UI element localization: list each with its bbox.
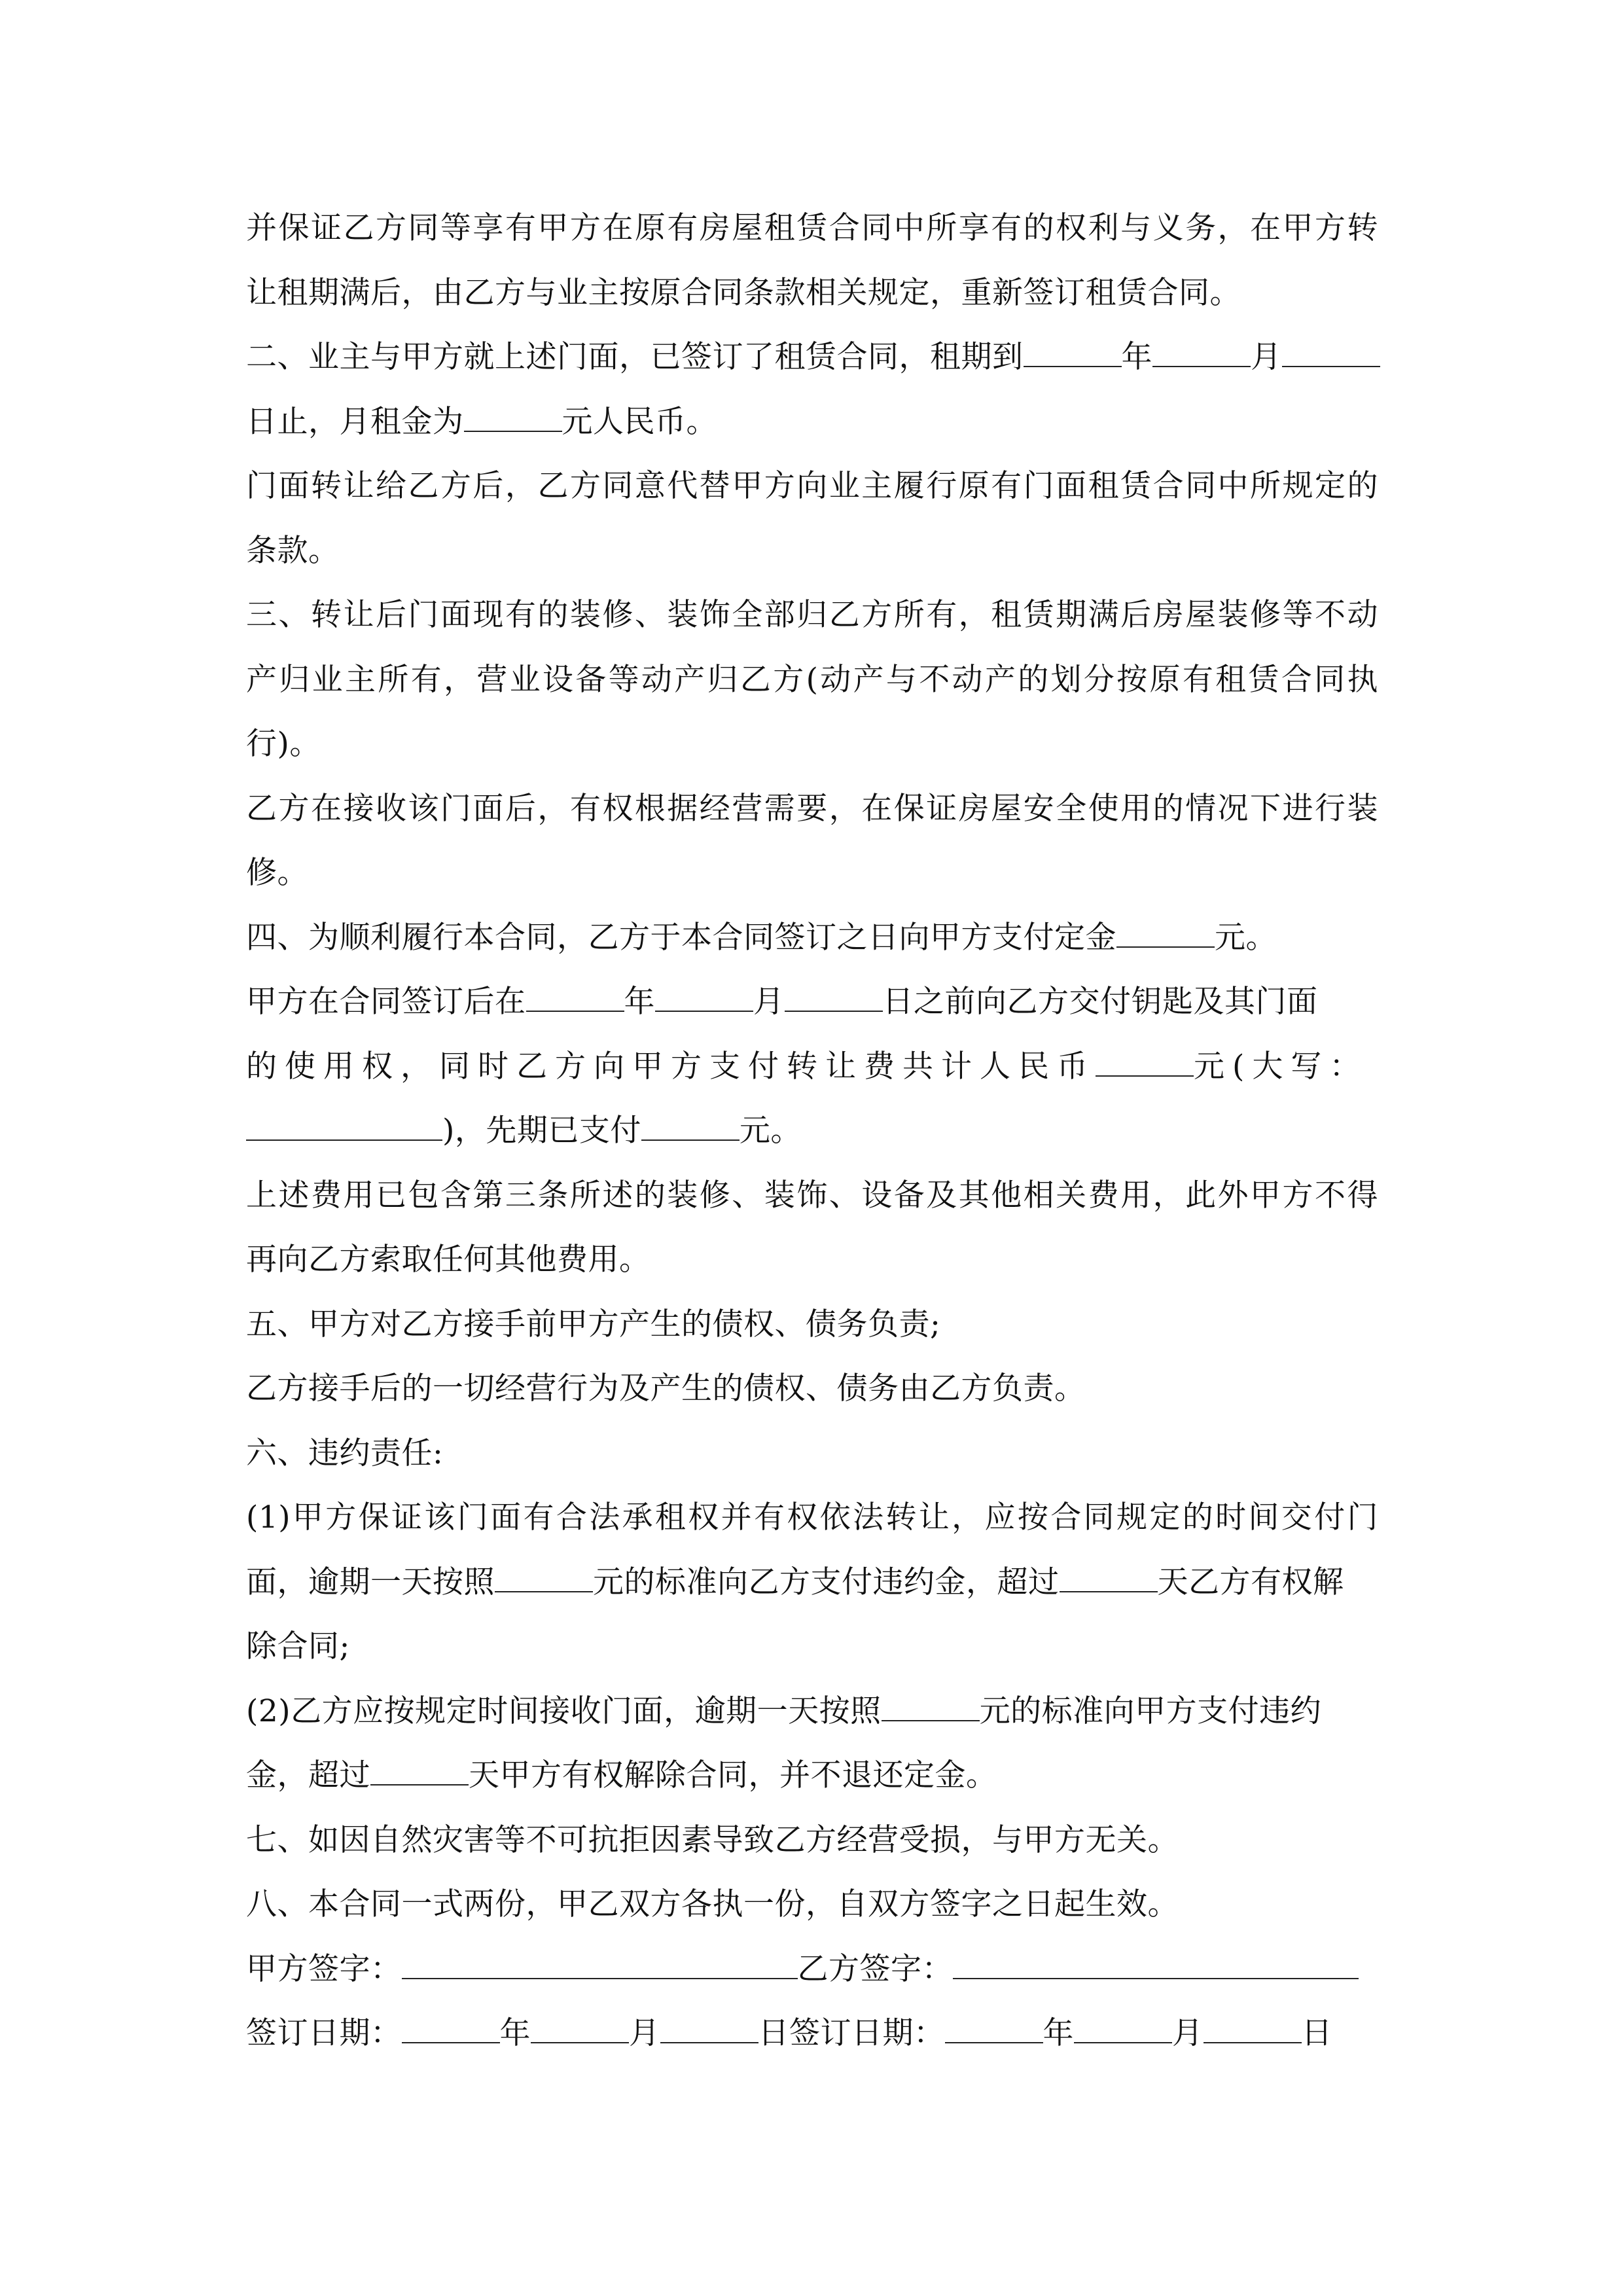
fill-blank <box>641 1133 740 1141</box>
fill-blank <box>1060 1585 1158 1592</box>
text-span: 四、为顺利履行本合同，乙方于本合同签订之日向甲方支付定金 <box>246 919 1116 956</box>
text-span: 元的标准向乙方支付违约金，超过 <box>593 1564 1060 1600</box>
text-line: 上述费用已包含第三条所述的装修、装饰、设备及其他相关费用，此外甲方不得 <box>246 1177 1378 1213</box>
text-span: 二、业主与甲方就上述门面，已签订了租赁合同，租期到 <box>246 339 1024 375</box>
fill-blank <box>1096 1069 1194 1077</box>
text-span: 日签订日期： <box>758 2015 945 2051</box>
text-line <box>246 1679 1378 1744</box>
fill-blank <box>1152 359 1251 367</box>
text-line <box>246 325 1378 390</box>
text-line: 七、如因自然灾害等不可抗拒因素导致乙方经营受损，与甲方无关。 <box>246 1821 1179 1858</box>
text-span: 年 <box>1121 339 1152 375</box>
text-span: 天甲方有权解除合同，并不退还定金。 <box>469 1757 997 1793</box>
text-line <box>246 970 1378 1035</box>
text-line: (1)甲方保证该门面有合法承租权并有权依法转让，应按合同规定的时间交付门 <box>246 1499 1378 1535</box>
text-span: 的使用权，同时乙方向甲方支付转让费共计人民币 <box>246 1048 1096 1085</box>
text-span: 元的标准向甲方支付违约 <box>979 1693 1322 1729</box>
text-span: 月 <box>1172 2015 1204 2051</box>
text-line: 产归业主所有，营业设备等动产归乙方(动产与不动产的划分按原有租赁合同执 <box>246 661 1378 698</box>
text-span: 元。 <box>739 1113 802 1149</box>
text-span: (2)乙方应按规定时间接收门面，逾期一天按照 <box>246 1693 882 1729</box>
fill-blank <box>495 1585 593 1592</box>
party-a-signature-blank <box>402 1971 798 1979</box>
text-span: 日止，月租金为 <box>246 403 464 440</box>
text-span: 面，逾期一天按照 <box>246 1564 495 1600</box>
text-line: 修。 <box>246 855 308 891</box>
party-b-signature-blank <box>953 1971 1359 1979</box>
text-line: 再向乙方索取任何其他费用。 <box>246 1242 651 1278</box>
text-line: 八、本合同一式两份，甲乙双方各执一份，自双方签字之日起生效。 <box>246 1886 1179 1922</box>
fill-blank <box>246 1133 442 1141</box>
fill-blank <box>882 1713 980 1721</box>
fill-blank <box>660 2036 758 2043</box>
fill-blank <box>1074 2036 1172 2043</box>
text-line: 让租期满后，由乙方与业主按原合同条款相关规定，重新签订租赁合同。 <box>246 274 1241 311</box>
fill-blank <box>785 1004 883 1012</box>
fill-blank <box>945 2036 1043 2043</box>
fill-blank <box>1204 2036 1302 2043</box>
text-span: 年 <box>1043 2015 1074 2051</box>
text-span: 月 <box>753 984 785 1020</box>
text-line: 门面转让给乙方后，乙方同意代替甲方向业主履行原有门面租赁合同中所规定的 <box>246 468 1378 504</box>
text-span: 日之前向乙方交付钥匙及其门面 <box>882 984 1318 1020</box>
text-line <box>246 1744 1378 1808</box>
text-span: 月 <box>629 2015 660 2051</box>
signature-line <box>246 1937 1378 2002</box>
text-span: 天乙方有权解 <box>1157 1564 1344 1600</box>
fill-blank <box>1024 359 1122 367</box>
fill-blank <box>402 2036 500 2043</box>
text-span: 甲方在合同签订后在 <box>246 984 526 1020</box>
fill-blank <box>1282 359 1380 367</box>
fill-blank <box>370 1778 469 1785</box>
text-line <box>246 1551 1378 1615</box>
text-line <box>246 390 1378 455</box>
text-span: 月 <box>1251 339 1282 375</box>
date-line <box>246 2001 1378 2066</box>
party-a-signature-label: 甲方签字： <box>246 1950 402 1987</box>
text-line <box>246 906 1378 971</box>
text-line <box>246 1099 1378 1164</box>
text-line: 乙方接手后的一切经营行为及产生的债权、债务由乙方负责。 <box>246 1371 1086 1407</box>
text-span: 签订日期： <box>246 2015 402 2051</box>
fill-blank <box>655 1004 753 1012</box>
text-span: 元人民币。 <box>562 403 717 440</box>
party-b-signature-label: 乙方签字： <box>797 1950 953 1987</box>
text-span: 日 <box>1301 2015 1332 2051</box>
text-line: 并保证乙方同等享有甲方在原有房屋租赁合同中所享有的权利与义务，在甲方转 <box>246 210 1378 246</box>
text-line: 乙方在接收该门面后，有权根据经营需要，在保证房屋安全使用的情况下进行装 <box>246 790 1378 827</box>
text-span: 元(大写： <box>1194 1048 1368 1085</box>
text-line <box>246 1035 1378 1100</box>
text-line: 条款。 <box>246 532 340 569</box>
text-span: )，先期已支付 <box>442 1113 641 1149</box>
text-line: 六、违约责任: <box>246 1435 444 1471</box>
text-line: 五、甲方对乙方接手前甲方产生的债权、债务负责; <box>246 1306 941 1342</box>
fill-blank <box>464 424 562 432</box>
text-line: 行)。 <box>246 726 321 762</box>
contract-body <box>246 196 1378 2066</box>
fill-blank <box>1116 940 1215 948</box>
fill-blank <box>531 2036 629 2043</box>
text-span: 金，超过 <box>246 1757 370 1793</box>
fill-blank <box>526 1004 624 1012</box>
text-span: 元。 <box>1215 919 1277 956</box>
text-line: 三、转让后门面现有的装修、装饰全部归乙方所有，租赁期满后房屋装修等不动 <box>246 597 1378 633</box>
text-span: 年 <box>499 2015 531 2051</box>
text-span: 年 <box>624 984 655 1020</box>
text-line: 除合同; <box>246 1628 350 1664</box>
